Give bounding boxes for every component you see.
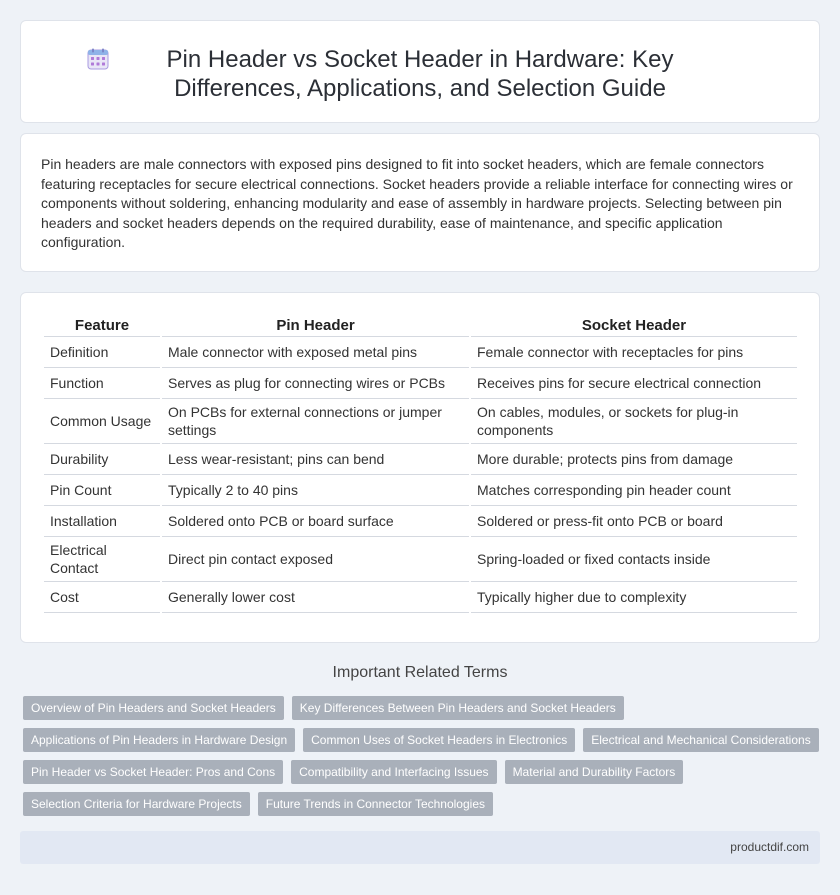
feature-cell: Durability — [44, 444, 160, 475]
table-row — [44, 368, 797, 399]
intro-paragraph: Pin headers are male connectors with exposed pins designed to fit into socket headers, which are female connectors featuring receptacles for secure electrical connections. Socket headers provide a reliable interface for connecting wires or components without soldering, enhancing modularity and ease of assembly in hardware projects. Selecting between pin headers and socket headers depends on the required durability, ease of maintenance, and specific application configuration. — [41, 156, 793, 250]
page-title: Pin Header vs Socket Header in Hardware: Key Differences, Applications, and Selection Guide — [166, 46, 674, 102]
feature-cell: Electrical Contact — [44, 537, 160, 582]
comparison-table — [42, 315, 799, 613]
column-header-socket-header: Socket Header — [471, 315, 797, 337]
related-term-tag[interactable]: Compatibility and Interfacing Issues — [291, 760, 496, 784]
related-term-tag[interactable]: Applications of Pin Headers in Hardware Design — [23, 728, 295, 752]
feature-cell: Cost — [44, 582, 160, 613]
column-header-feature: Feature — [44, 315, 160, 337]
related-terms-heading: Important Related Terms — [332, 664, 508, 681]
feature-cell: Definition — [44, 337, 160, 368]
pin-header-cell: Serves as plug for connecting wires or PCBs — [162, 368, 469, 399]
feature-cell: Common Usage — [44, 399, 160, 444]
socket-header-cell: Female connector with receptacles for pins — [471, 337, 797, 368]
table-row — [44, 444, 797, 475]
intro-card — [20, 133, 820, 272]
feature-cell: Function — [44, 368, 160, 399]
socket-header-cell: Soldered or press-fit onto PCB or board — [471, 506, 797, 537]
related-term-tag[interactable]: Common Uses of Socket Headers in Electronics — [303, 728, 575, 752]
feature-cell: Installation — [44, 506, 160, 537]
column-header-pin-header: Pin Header — [162, 315, 469, 337]
pin-header-cell: Soldered onto PCB or board surface — [162, 506, 469, 537]
pin-header-cell: Direct pin contact exposed — [162, 537, 469, 582]
table-row — [44, 506, 797, 537]
related-term-tag[interactable]: Selection Criteria for Hardware Projects — [23, 792, 250, 816]
socket-header-cell: Typically higher due to complexity — [471, 582, 797, 613]
related-term-tag[interactable]: Pin Header vs Socket Header: Pros and Cons — [23, 760, 283, 784]
table-row — [44, 337, 797, 368]
socket-header-cell: Matches corresponding pin header count — [471, 475, 797, 506]
related-term-tag[interactable]: Overview of Pin Headers and Socket Headers — [23, 696, 284, 720]
pin-header-cell: On PCBs for external connections or jumper settings — [162, 399, 469, 444]
socket-header-cell: Spring-loaded or fixed contacts inside — [471, 537, 797, 582]
related-terms-list — [23, 696, 823, 824]
socket-header-cell: More durable; protects pins from damage — [471, 444, 797, 475]
comparison-card — [20, 292, 820, 643]
pin-header-cell: Generally lower cost — [162, 582, 469, 613]
title-card — [20, 20, 820, 123]
table-row — [44, 399, 797, 444]
related-term-tag[interactable]: Electrical and Mechanical Considerations — [583, 728, 818, 752]
feature-cell: Pin Count — [44, 475, 160, 506]
related-term-tag[interactable]: Material and Durability Factors — [505, 760, 684, 784]
pin-header-cell: Typically 2 to 40 pins — [162, 475, 469, 506]
pin-header-cell: Less wear-resistant; pins can bend — [162, 444, 469, 475]
footer-site-name: productdif.com — [730, 840, 809, 854]
footer-bar — [20, 831, 820, 864]
table-row — [44, 475, 797, 506]
related-term-tag[interactable]: Key Differences Between Pin Headers and Socket Headers — [292, 696, 624, 720]
pin-header-cell: Male connector with exposed metal pins — [162, 337, 469, 368]
table-header-row — [44, 315, 797, 337]
socket-header-cell: Receives pins for secure electrical connection — [471, 368, 797, 399]
table-row — [44, 582, 797, 613]
socket-header-cell: On cables, modules, or sockets for plug-in components — [471, 399, 797, 444]
table-row — [44, 537, 797, 582]
related-term-tag[interactable]: Future Trends in Connector Technologies — [258, 792, 493, 816]
